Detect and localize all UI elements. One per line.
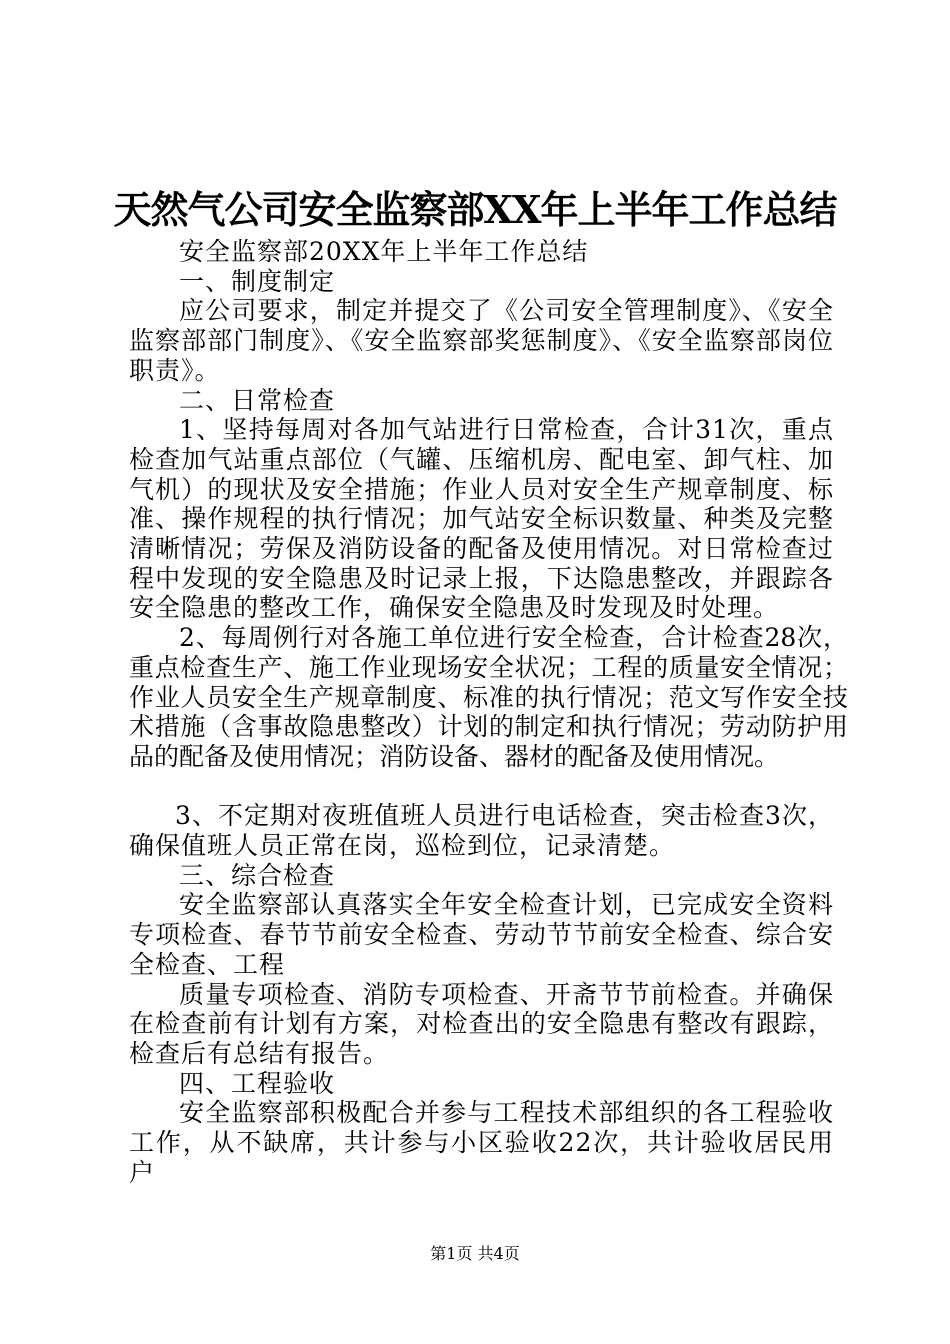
section-heading-2: 二、日常检查 — [179, 385, 336, 415]
body-paragraph: 2、每周例行对各施工单位进行安全检查，合计检查28次，重点检查生产、施工作业现场安全状况；工程的质量安全情况；作业人员安全生产规章制度、标准的执行情况；范文写作安全技术措施（含事故隐患整改）计划的制定和执行情况；劳动防护用品的配备及使用情况；消防设备、器材的配备及使用情况。 — [129, 623, 848, 771]
body-paragraph: 安全监察部积极配合并参与工程技术部组织的各工程验收工作，从不缺席，共计参与小区验收22次，共计验收居民用户 — [129, 1098, 834, 1187]
section-heading-1: 一、制度制定 — [179, 266, 336, 296]
body-paragraph: 应公司要求，制定并提交了《公司安全管理制度》、《安全监察部部门制度》、《安全监察部奖惩制度》、《安全监察部岗位职责》。 — [129, 296, 834, 385]
section-heading-4: 四、工程验收 — [179, 1068, 336, 1098]
document-body — [129, 237, 848, 1187]
body-paragraph: 1、坚持每周对各加气站进行日常检查，合计31次，重点检查加气站重点部位（气罐、压缩机房、配电室、卸气柱、加气机）的现状及安全措施；作业人员对安全生产规章制度、标准、操作规程的执行情况；加气站安全标识数量、种类及完整清晰情况；劳保及消防设备的配备及使用情况。对日常检查过程中发现的安全隐患及时记录上报，下达隐患整改，并跟踪各安全隐患的整改工作，确保安全隐患及时发现及时处理。 — [129, 415, 834, 623]
page-footer: 第1页 共4页 — [430, 1244, 520, 1263]
body-paragraph: 3、不定期对夜班值班人员进行电话检查，突击检查3次，确保值班人员正常在岗，巡检到位，记录清楚。 — [129, 801, 834, 861]
body-paragraph: 安全监察部认真落实全年安全检查计划，已完成安全资料专项检查、春节节前安全检查、劳动节节前安全检查、综合安全检查、工程 — [129, 890, 834, 979]
document-title: 天然气公司安全监察部XX年上半年工作总结 — [113, 187, 837, 232]
subtitle-paragraph: 安全监察部20XX年上半年工作总结 — [179, 237, 589, 266]
section-heading-3: 三、综合检查 — [179, 860, 336, 890]
body-paragraph: 质量专项检查、消防专项检查、开斋节节前检查。并确保在检查前有计划有方案，对检查出的安全隐患有整改有跟踪，检查后有总结有报告。 — [129, 979, 834, 1068]
